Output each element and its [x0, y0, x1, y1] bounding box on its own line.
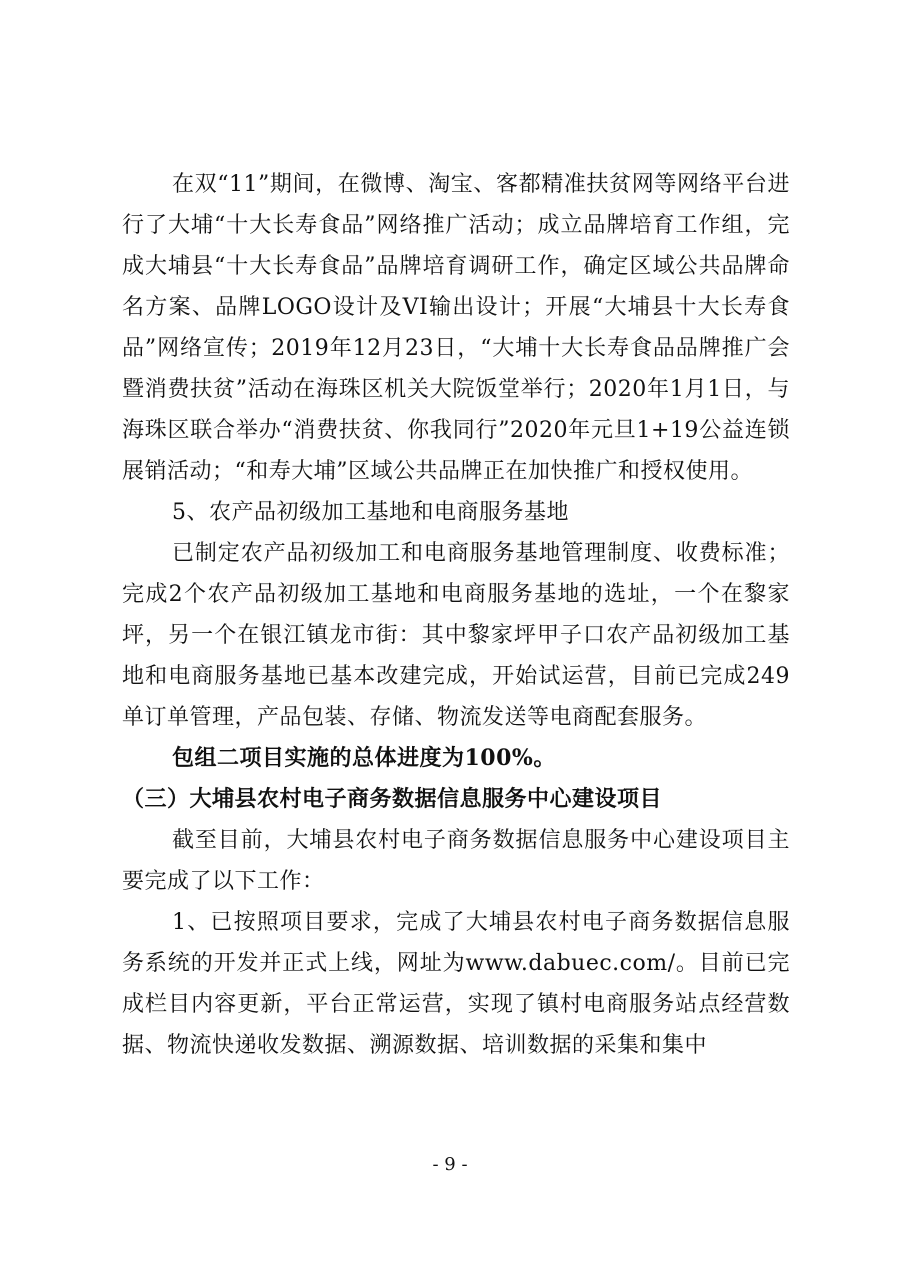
- paragraph-promotion: 在双“11”期间，在微博、淘宝、客都精准扶贫网等网络平台进行了大埔“十大长寿食品”网络推广活动；成立品牌培育工作组，完成大埔县“十大长寿食品”品牌培育调研工作，确定区域公共品牌命名方案、品牌LOGO设计及VI输出设计；开展“大埔县十大长寿食品”网络宣传；2019年12月23日，“大埔十大长寿食品品牌推广会暨消费扶贫”活动在海珠区机关大院饭堂举行；2020年1月1日，与海珠区联合举办“消费扶贫、你我同行”2020年元旦1+19公益连锁展销活动；“和寿大埔”区域公共品牌正在加快推广和授权使用。: [122, 172, 790, 484]
- paragraph-progress-summary: 包组二项目实施的总体进度为100%。: [172, 745, 556, 771]
- paragraph-data-center-intro: 截至目前，大埔县农村电子商务数据信息服务中心建设项目主要完成了以下工作：: [122, 828, 790, 894]
- page-number: - 9 -: [432, 1154, 468, 1175]
- document-body: [122, 164, 790, 1066]
- section-heading-3: （三）大埔县农村电子商务数据信息服务中心建设项目: [122, 786, 663, 812]
- paragraph-processing-base: 已制定农产品初级加工和电商服务基地管理制度、收费标准；完成2个农产品初级加工基地和电商服务基地的选址，一个在黎家坪，另一个在银江镇龙市街：其中黎家坪甲子口农产品初级加工基地和电商服务基地已基本改建完成，开始试运营，目前已完成249单订单管理，产品包装、存储、物流发送等电商配套服务。: [122, 541, 790, 730]
- paragraph-section-5-title: 5、农产品初级加工基地和电商服务基地: [172, 500, 569, 525]
- paragraph-data-center-item-1: 1、已按照项目要求，完成了大埔县农村电子商务数据信息服务系统的开发并正式上线，网址为www.dabuec.com/。目前已完成栏目内容更新，平台正常运营，实现了镇村电商服务站点经营数据、物流快递收发数据、溯源数据、培训数据的采集和集中: [122, 910, 790, 1058]
